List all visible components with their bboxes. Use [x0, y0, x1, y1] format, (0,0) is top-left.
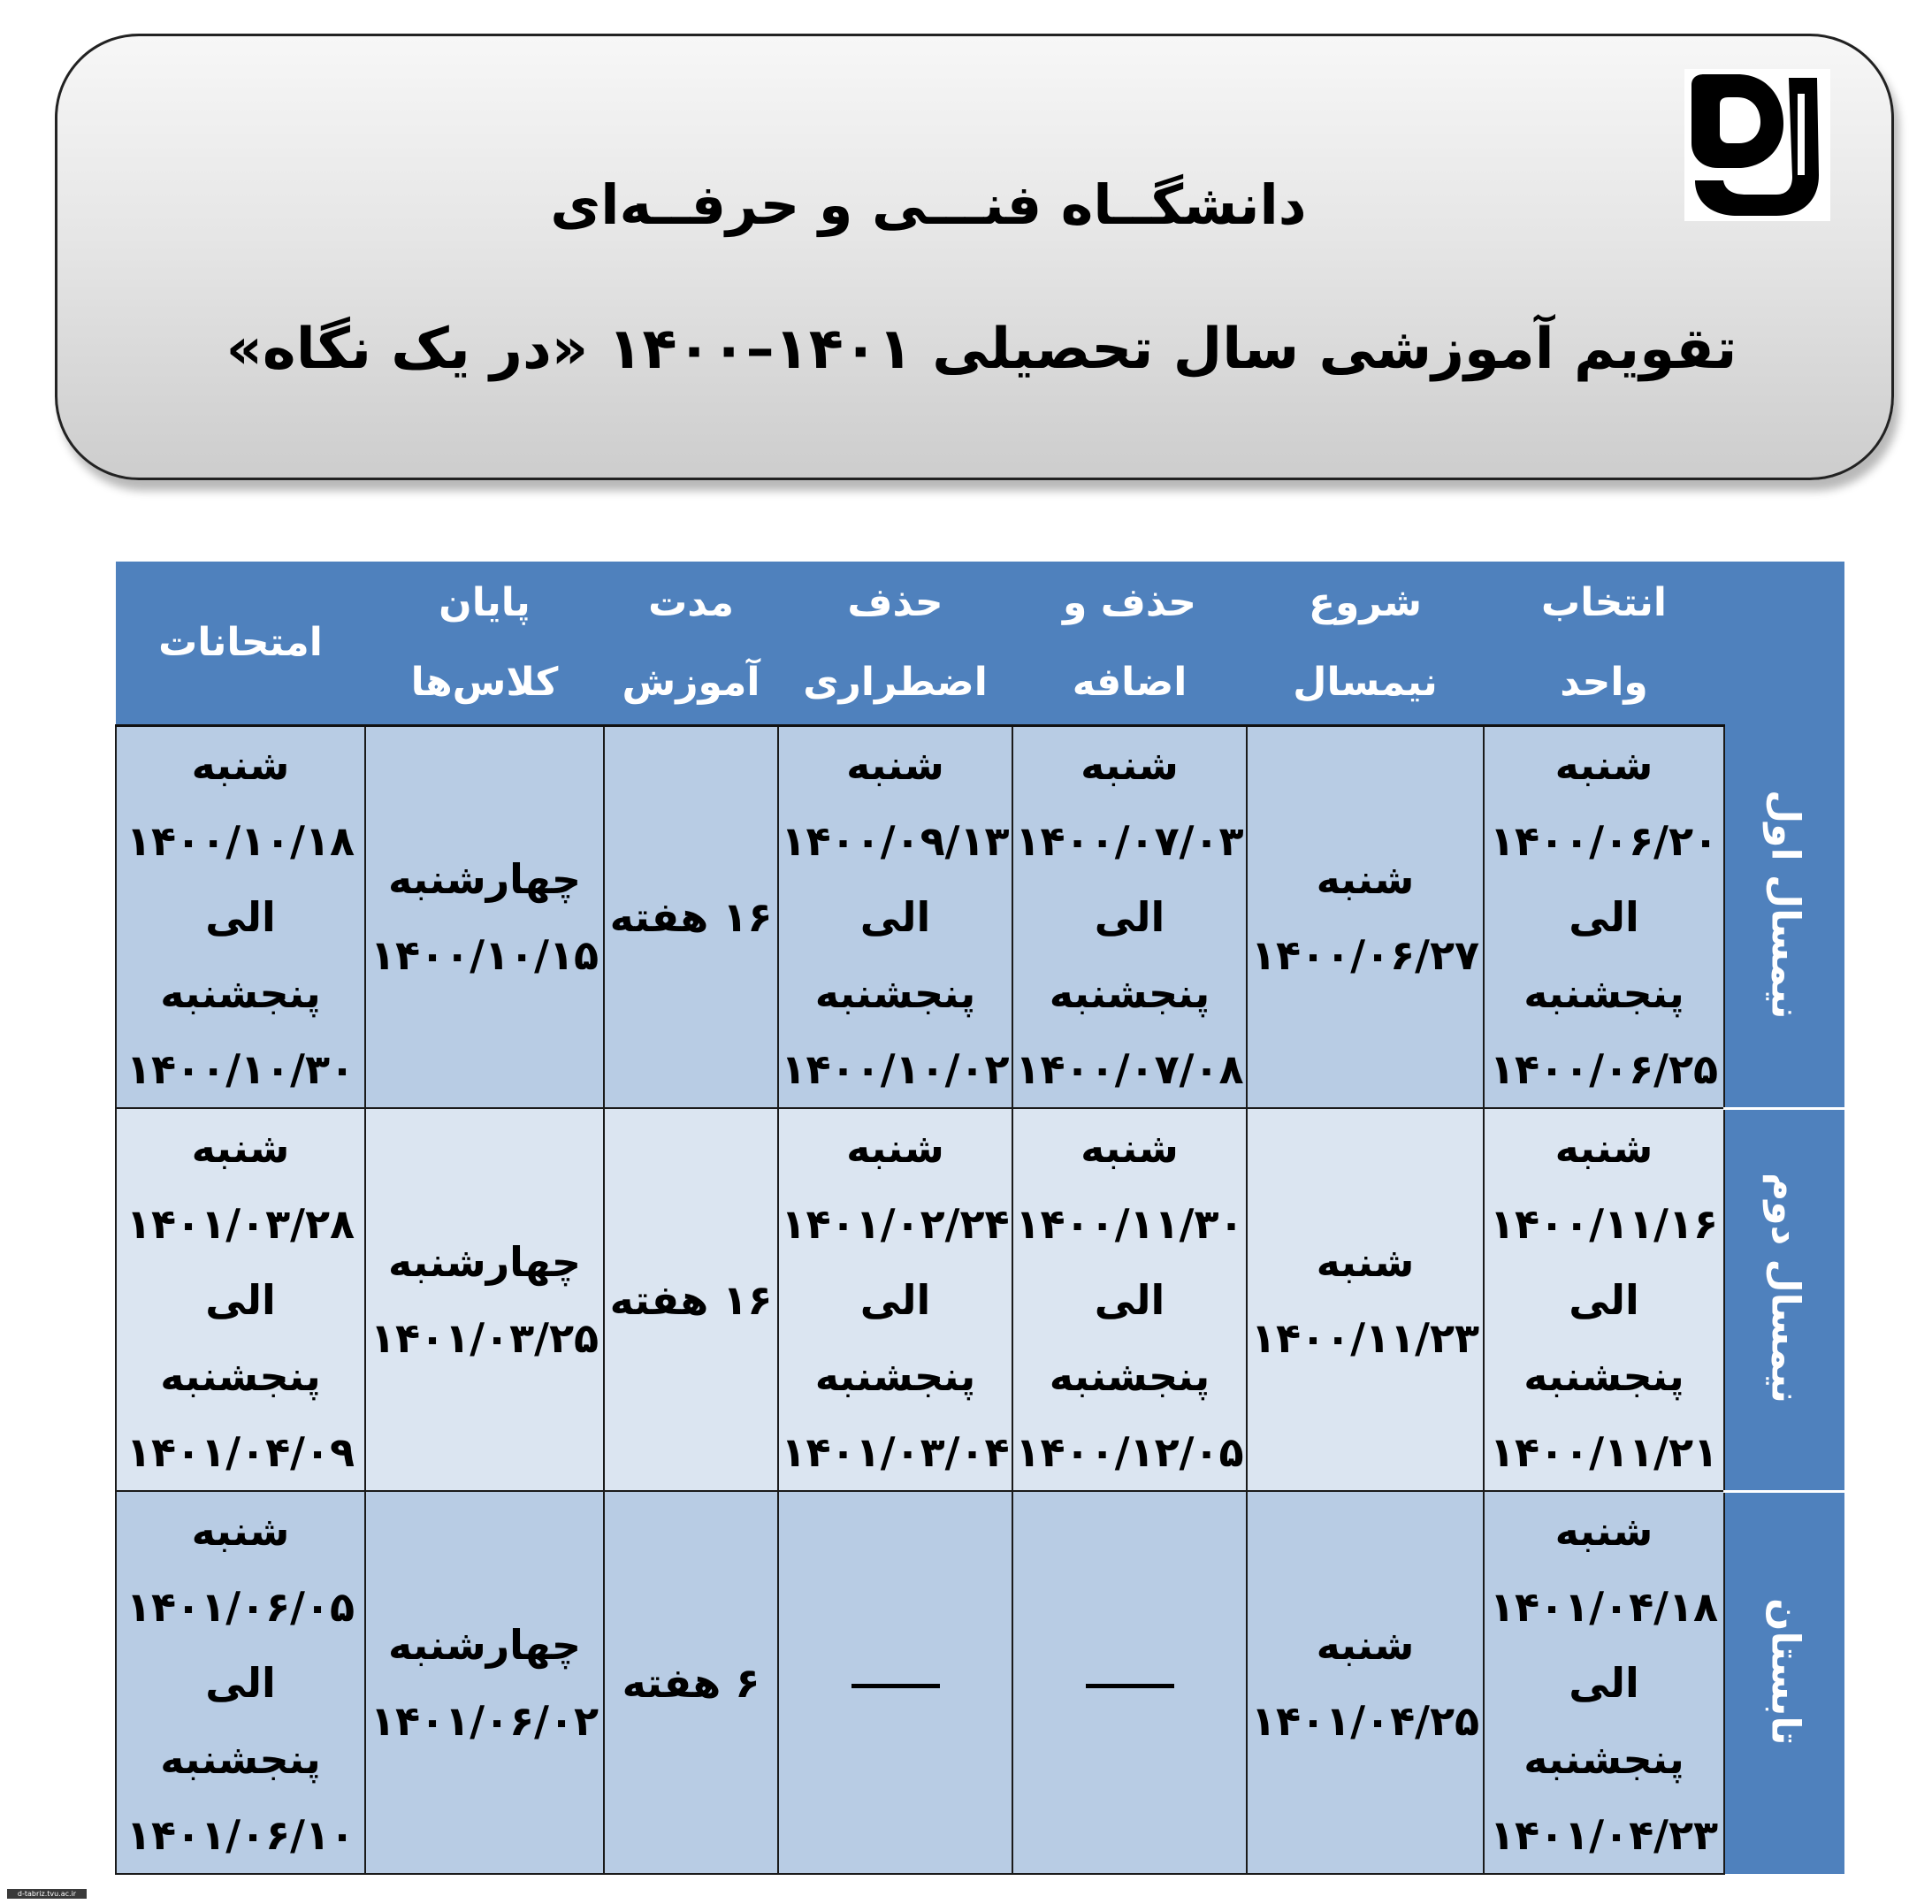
- column-header-unit-selection: انتخاب واحد: [1484, 562, 1724, 725]
- column-header-emergency-drop: حذف اضطراری: [778, 562, 1012, 725]
- table-row: [116, 1491, 1844, 1874]
- header-banner: [55, 34, 1894, 480]
- cell-unit-selection: شنبه ۱۴۰۰/۱۱/۱۶ الی پنجشنبه ۱۴۰۰/۱۱/۲۱: [1484, 1108, 1724, 1491]
- cell-classes-end: چهارشنبه ۱۴۰۱/۰۶/۰۲: [365, 1491, 604, 1874]
- semester-label: نیمسال دوم: [1724, 1108, 1844, 1491]
- cell-duration: ۱۶ هفته: [604, 725, 778, 1108]
- cell-exams: شنبه ۱۴۰۱/۰۶/۰۵ الی پنجشنبه ۱۴۰۱/۰۶/۱۰: [116, 1491, 365, 1874]
- semester-label: نیمسال اول: [1724, 725, 1844, 1108]
- cell-semester-start: شنبه ۱۴۰۰/۱۱/۲۳: [1247, 1108, 1484, 1491]
- table-row: [116, 1108, 1844, 1491]
- header-corner: [1724, 562, 1844, 725]
- column-header-semester-start: شروع نیمسال: [1247, 562, 1484, 725]
- university-logo-icon: [1684, 69, 1830, 221]
- table-header-row: [116, 562, 1844, 725]
- cell-emergency-drop: [778, 1491, 1012, 1874]
- not-applicable-dash: [1086, 1684, 1174, 1688]
- cell-exams: شنبه ۱۴۰۰/۱۰/۱۸ الی پنجشنبه ۱۴۰۰/۱۰/۳۰: [116, 725, 365, 1108]
- cell-exams: شنبه ۱۴۰۱/۰۳/۲۸ الی پنجشنبه ۱۴۰۱/۰۴/۰۹: [116, 1108, 365, 1491]
- cell-add-drop: [1012, 1491, 1247, 1874]
- not-applicable-dash: [851, 1684, 940, 1688]
- cell-duration: ۱۶ هفته: [604, 1108, 778, 1491]
- university-name: دانشگــاه فنـــی و حرفــه‌ای: [550, 172, 1307, 237]
- cell-add-drop: شنبه ۱۴۰۰/۱۱/۳۰ الی پنجشنبه ۱۴۰۰/۱۲/۰۵: [1012, 1108, 1247, 1491]
- academic-calendar-table: [115, 562, 1844, 1875]
- cell-semester-start: شنبه ۱۴۰۰/۰۶/۲۷: [1247, 725, 1484, 1108]
- calendar-title: تقویم آموزشی سال تحصیلی ۱۴۰۱–۱۴۰۰ «در یک نگاه»: [225, 317, 1737, 382]
- cell-duration: ۶ هفته: [604, 1491, 778, 1874]
- column-header-exams: امتحانات: [116, 562, 365, 725]
- cell-unit-selection: شنبه ۱۴۰۱/۰۴/۱۸ الی پنجشنبه ۱۴۰۱/۰۴/۲۳: [1484, 1491, 1724, 1874]
- column-header-add-drop: حذف و اضافه: [1012, 562, 1247, 725]
- column-header-classes-end: پایان کلاس‌ها: [365, 562, 604, 725]
- cell-add-drop: شنبه ۱۴۰۰/۰۷/۰۳ الی پنجشنبه ۱۴۰۰/۰۷/۰۸: [1012, 725, 1247, 1108]
- column-header-duration: مدت آموزش: [604, 562, 778, 725]
- cell-classes-end: چهارشنبه ۱۴۰۰/۱۰/۱۵: [365, 725, 604, 1108]
- cell-semester-start: شنبه ۱۴۰۱/۰۴/۲۵: [1247, 1491, 1484, 1874]
- cell-classes-end: چهارشنبه ۱۴۰۱/۰۳/۲۵: [365, 1108, 604, 1491]
- table-row: [116, 725, 1844, 1108]
- cell-emergency-drop: شنبه ۱۴۰۱/۰۲/۲۴ الی پنجشنبه ۱۴۰۱/۰۳/۰۴: [778, 1108, 1012, 1491]
- semester-label: تابستان: [1724, 1491, 1844, 1874]
- site-watermark: d-tabriz.tvu.ac.ir: [7, 1889, 87, 1899]
- cell-emergency-drop: شنبه ۱۴۰۰/۰۹/۱۳ الی پنجشنبه ۱۴۰۰/۱۰/۰۲: [778, 725, 1012, 1108]
- cell-unit-selection: شنبه ۱۴۰۰/۰۶/۲۰ الی پنجشنبه ۱۴۰۰/۰۶/۲۵: [1484, 725, 1724, 1108]
